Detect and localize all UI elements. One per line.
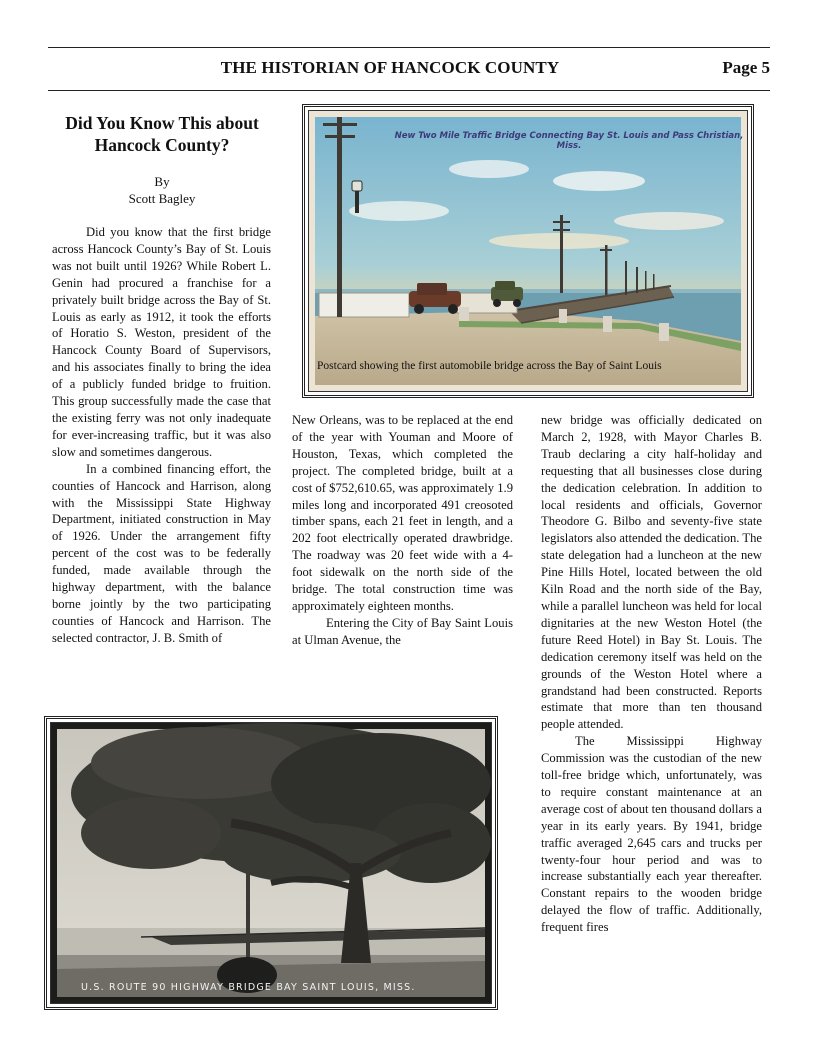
- article-column-3: [541, 412, 762, 936]
- byline: [48, 173, 276, 207]
- article-column-2: [292, 412, 513, 649]
- highway-bridge-illustration: [51, 723, 491, 1003]
- column-2-paragraph-2: Entering the City of Bay Saint Louis at Ulman Avenue, the: [292, 615, 513, 647]
- column-1-paragraph-1: Did you know that the first bridge across Hancock County’s Bay of St. Louis was not built until 1926? While Robert L. Genin had procured a franchise for a privately built bridge across the Bay of St. Louis as early as 1912, it took the efforts of Horatio S. Weston, president of the Hancock County Board of Supervisors, and his associates finally to bring the idea of a publicly funded bridge to fruition. This group successfully made the case that the existing ferry was not only inadequate for ever-increasing traffic, but it was also slow and sometimes dangerous.: [52, 225, 271, 459]
- byline-by: By: [154, 174, 170, 189]
- newsletter-title: THE HISTORIAN OF HANCOCK COUNTY: [220, 58, 560, 77]
- headline-line-2: Hancock County?: [94, 135, 230, 155]
- column-3-paragraph-1: new bridge was officially dedicated on March 2, 1928, with Mayor Charles B. Traub declaring a city half-holiday and requesting that all businesses close during the dedication celebration. In addition to local residents and officials, Governor Theodore G. Bilbo and seventy-five state legislators also attended the dedication. The state delegation had a luncheon at the new Pine Hills Hotel, located between the old Kiln Road and the north side of the Bay, while a parallel luncheon was held for local dignitaries at the new Weston Hotel (the future Reed Hotel) in Bay St. Louis. The dedication ceremony itself was held on the grounds of the Weston Hotel where a grandstand had been constructed. Reports estimate that more than ten thousand people attended.: [541, 413, 762, 732]
- header-top-rule: [48, 47, 770, 48]
- column-2-paragraph-1: New Orleans, was to be replaced at the end of the year with Youman and Moore of Houston, Texas, which completed the project. The completed bridge, built at a cost of $752,610.65, was approximately 1.9 miles long and incorporated 491 creosoted timber spans, each 21 feet in length, and a 202 foot electrically operated drawbridge. The roadway was 20 feet wide with a 4-foot sidewalk on the north side of the bridge. The total construction time was approximately eighteen months.: [292, 413, 513, 613]
- column-1-paragraph-2: In a combined financing effort, the counties of Hancock and Harrison, along with the Mississippi State Highway Department, initiated construction in May of 1926. Under the arrangement fifty percent of the cost was to be federally funded, made available through the highway department, with the balance borne jointly by the two participating counties of Hancock and Harrison. The selected contractor, J. B. Smith of: [52, 461, 271, 645]
- photo-caption: Postcard showing the first automobile bridge across the Bay of Saint Louis: [317, 360, 662, 372]
- bridge-postcard-photo: [302, 104, 754, 398]
- bridge-postcard-image: [308, 110, 748, 392]
- byline-author: Scott Bagley: [128, 191, 196, 206]
- headline-line-1: Did You Know This about: [65, 113, 259, 133]
- header-bottom-rule: [48, 90, 770, 91]
- photo-printed-title: U.S. ROUTE 90 HIGHWAY BRIDGE BAY SAINT LOUIS, MISS.: [81, 982, 416, 993]
- page-number: Page 5: [722, 58, 770, 77]
- article-headline: [48, 112, 276, 156]
- article-column-1: [52, 224, 271, 647]
- column-3-paragraph-2: The Mississippi Highway Commission was the custodian of the new toll-free bridge which, unfortunately, was to require constant maintenance at an average cost of about ten thousand dollars a year in its early years. By 1941, bridge traffic averaged 2,645 cars and trucks per twenty-four hour period and was to increase substantially each year thereafter. Constant repairs to the wooden bridge delayed the flow of traffic. Additionally, frequent fires: [541, 734, 762, 935]
- postcard-printed-title: New Two Mile Traffic Bridge Connecting Bay St. Louis and Pass Christian, Miss.: [394, 131, 744, 151]
- highway-bridge-photo: [44, 716, 498, 1010]
- bridge-postcard-illustration: [309, 111, 747, 391]
- highway-bridge-image: [50, 722, 492, 1004]
